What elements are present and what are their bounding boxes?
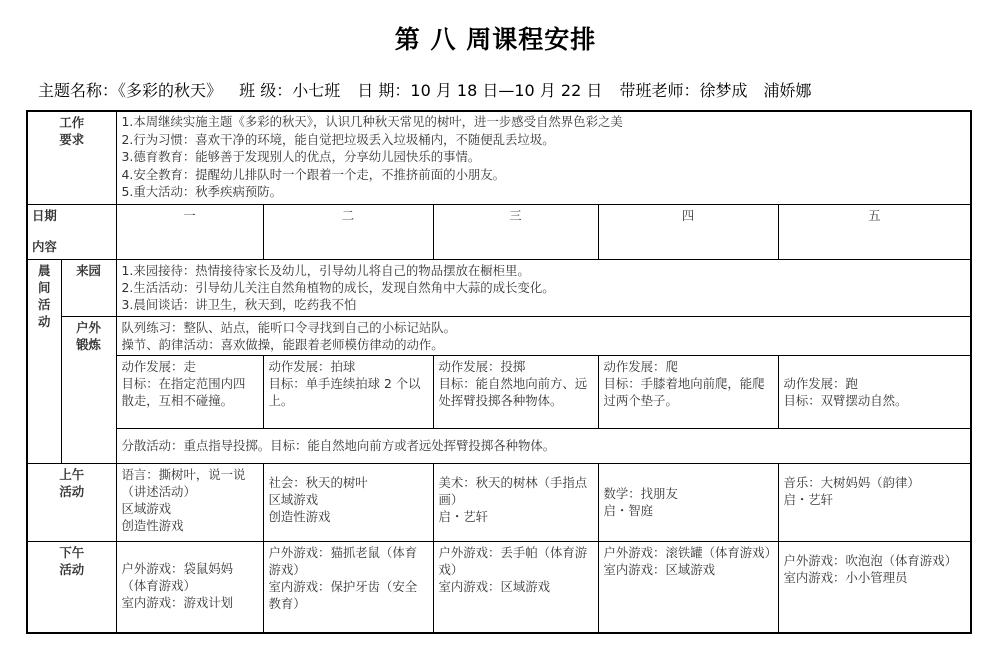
pm-day-tue: 户外游戏：猫抓老鼠（体育游戏） 室内游戏：保护牙齿（安全教育） <box>263 542 433 633</box>
am-day-wed: 美术：秋天的树林（手指点画） 启・艺轩 <box>433 463 598 542</box>
pm-activity-label: 下午 活动 <box>27 542 116 633</box>
arrival-label: 来园 <box>61 260 116 317</box>
day-header-thu: 四 <box>598 204 778 260</box>
arrival-item: 3.晨间谈话：讲卫生，秋天到，吃药我不怕 <box>121 297 357 313</box>
pm-day-thu: 户外游戏：滚铁罐（体育游戏） 室内游戏：区域游戏 <box>598 542 778 633</box>
outdoor-day-tue: 动作发展：拍球 目标：单手连续拍球 2 个以上。 <box>263 356 433 429</box>
outdoor-day-thu: 动作发展：爬 目标：手膝着地向前爬，能爬过两个垫子。 <box>598 356 778 429</box>
arrival-item: 2.生活活动：引导幼儿关注自然角植物的成长，发现自然角中大蒜的成长变化。 <box>121 280 555 296</box>
am-day-mon: 语言：撕树叶，说一说（讲述活动） 区域游戏 创造性游戏 <box>116 463 263 542</box>
outdoor-day-fri: 动作发展：跑 目标：双臂摆动自然。 <box>778 356 971 429</box>
outdoor-common-content <box>116 316 971 355</box>
morning-activity-label: 晨 间 活 动 <box>27 260 61 463</box>
work-item: 2.行为习惯：喜欢干净的环境，能自觉把垃圾丢入垃圾桶内，不随便乱丢垃圾。 <box>121 131 555 147</box>
outdoor-day-mon: 动作发展：走 目标：在指定范围内四散走，互相不碰撞。 <box>116 356 263 429</box>
schedule-meta <box>38 78 978 101</box>
work-item: 3.德育教育：能够善于发现别人的优点，分享幼儿园快乐的事情。 <box>121 149 481 164</box>
outdoor-scatter-content: 分散活动：重点指导投掷。目标：能自然地向前方或者远处挥臂投掷各种物体。 <box>116 429 971 463</box>
am-day-fri: 音乐：大树妈妈（韵律） 启・艺轩 <box>778 463 971 542</box>
page-title: 第 八 周课程安排 <box>394 25 597 54</box>
class-name: 班 级：小七班 <box>239 81 341 100</box>
date-range: 日 期：10 月 18 日—10 月 22 日 <box>357 81 603 100</box>
am-day-thu: 数学：找朋友 启・智庭 <box>598 463 778 542</box>
am-activity-label: 上午 活动 <box>27 463 116 542</box>
pm-day-mon: 户外游戏：袋鼠妈妈（体育游戏） 室内游戏：游戏计划 <box>116 542 263 633</box>
outdoor-day-wed: 动作发展：投掷 目标：能自然地向前方、远处挥臂投掷各种物体。 <box>433 356 598 429</box>
work-item: 1.本周继续实施主题《多彩的秋天》，认识几种秋天常见的树叶，进一步感受自然界色彩之美 <box>121 114 623 129</box>
day-header-tue: 二 <box>263 204 433 260</box>
corner-content-label: 内容 <box>32 239 57 255</box>
arrival-content <box>116 260 971 317</box>
work-requirements-label: 工作 要求 <box>27 111 116 204</box>
work-item: 5.重大活动：秋季疾病预防。 <box>121 184 283 199</box>
outdoor-exercise-label: 户外 锻炼 <box>61 316 116 463</box>
pm-day-wed: 户外游戏：丢手帕（体育游戏） 室内游戏：区域游戏 <box>433 542 598 633</box>
day-header-fri: 五 <box>778 204 971 260</box>
corner-date-label: 日期 <box>32 207 57 223</box>
day-header-wed: 三 <box>433 204 598 260</box>
work-requirements-content <box>116 111 971 204</box>
schedule-table <box>26 110 972 634</box>
date-content-corner <box>27 204 116 260</box>
work-item: 4.安全教育：提醒幼儿排队时一个跟着一个走，不推挤前面的小朋友。 <box>121 166 506 182</box>
am-day-tue: 社会：秋天的树叶 区域游戏 创造性游戏 <box>263 463 433 542</box>
teacher-names: 带班老师：徐梦成 浦娇娜 <box>619 81 812 100</box>
outdoor-common-item: 操节、韵律活动：喜欢做操，能跟着老师模仿律动的动作。 <box>121 336 444 352</box>
arrival-item: 1.来园接待：热情接待家长及幼儿，引导幼儿将自己的物品摆放在橱柜里。 <box>121 263 530 279</box>
pm-day-fri: 户外游戏：吹泡泡（体育游戏） 室内游戏：小小管理员 <box>778 542 971 633</box>
theme-name: 主题名称：《多彩的秋天》 <box>38 81 223 100</box>
day-header-mon: 一 <box>116 204 263 260</box>
outdoor-common-item: 队列练习：整队、站点，能听口令寻找到自己的小标记站队。 <box>121 319 457 335</box>
